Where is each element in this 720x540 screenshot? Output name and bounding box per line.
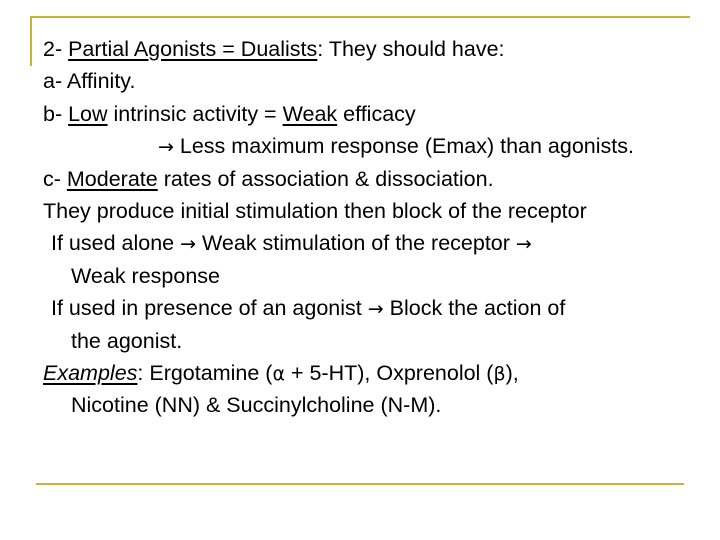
underlined-low: Low bbox=[68, 101, 108, 126]
line-initial-stimulation bbox=[43, 195, 715, 227]
line-text: a- Affinity. bbox=[43, 69, 136, 94]
line-text: They produce initial stimulation then block of the receptor bbox=[43, 198, 587, 223]
line-weak-response bbox=[43, 260, 715, 292]
underlined-moderate: Moderate bbox=[66, 166, 158, 191]
beta-symbol: β bbox=[493, 362, 506, 385]
left-rule bbox=[30, 16, 32, 66]
line-text: Weak stimulation of the receptor bbox=[196, 231, 516, 256]
line-text: ), bbox=[505, 360, 519, 385]
line-presence-of-agonist bbox=[43, 292, 715, 324]
slide-body bbox=[43, 33, 715, 422]
top-rule bbox=[30, 16, 690, 18]
line-examples bbox=[43, 357, 715, 389]
line-used-alone bbox=[43, 227, 715, 259]
line-text: If used alone bbox=[51, 231, 181, 256]
line-nicotine bbox=[43, 389, 715, 421]
line-text: intrinsic activity = bbox=[107, 101, 283, 126]
line-text: Weak response bbox=[71, 263, 220, 288]
line-text: Less maximum response (Emax) than agonists. bbox=[173, 134, 634, 159]
arrow-right-icon: → bbox=[367, 298, 384, 321]
line-moderate-rates bbox=[43, 163, 715, 195]
line-prefix: 2- bbox=[43, 37, 69, 61]
line-text: Block the action of bbox=[383, 296, 566, 321]
line-text: + 5-HT), Oxprenolol ( bbox=[284, 360, 494, 385]
arrow-right-icon: → bbox=[180, 233, 197, 256]
heading-partial-agonists: Partial Agonists = Dualists bbox=[68, 37, 318, 61]
line-the-agonist bbox=[43, 325, 715, 357]
alpha-symbol: α bbox=[272, 362, 285, 385]
line-partial-agonists bbox=[43, 33, 715, 65]
line-prefix: b- bbox=[43, 101, 69, 126]
line-text: efficacy bbox=[337, 101, 416, 126]
line-text: : Ergotamine ( bbox=[137, 360, 273, 385]
line-text: If used in presence of an agonist bbox=[51, 296, 368, 321]
line-prefix: c- bbox=[43, 166, 67, 191]
examples-label: Examples bbox=[43, 360, 138, 385]
line-text: Nicotine (NN) & Succinylcholine (N-M). bbox=[71, 393, 442, 418]
line-intrinsic-activity bbox=[43, 98, 715, 130]
arrow-right-icon: → bbox=[515, 233, 532, 256]
bottom-rule bbox=[36, 483, 684, 485]
line-affinity bbox=[43, 65, 715, 97]
line-text: rates of association & dissociation. bbox=[157, 166, 494, 191]
line-text: the agonist. bbox=[71, 328, 183, 353]
underlined-weak: Weak bbox=[282, 101, 338, 126]
line-less-max-response bbox=[43, 130, 715, 162]
arrow-right-icon: → bbox=[158, 136, 174, 159]
line-text: : They should have: bbox=[317, 37, 505, 61]
